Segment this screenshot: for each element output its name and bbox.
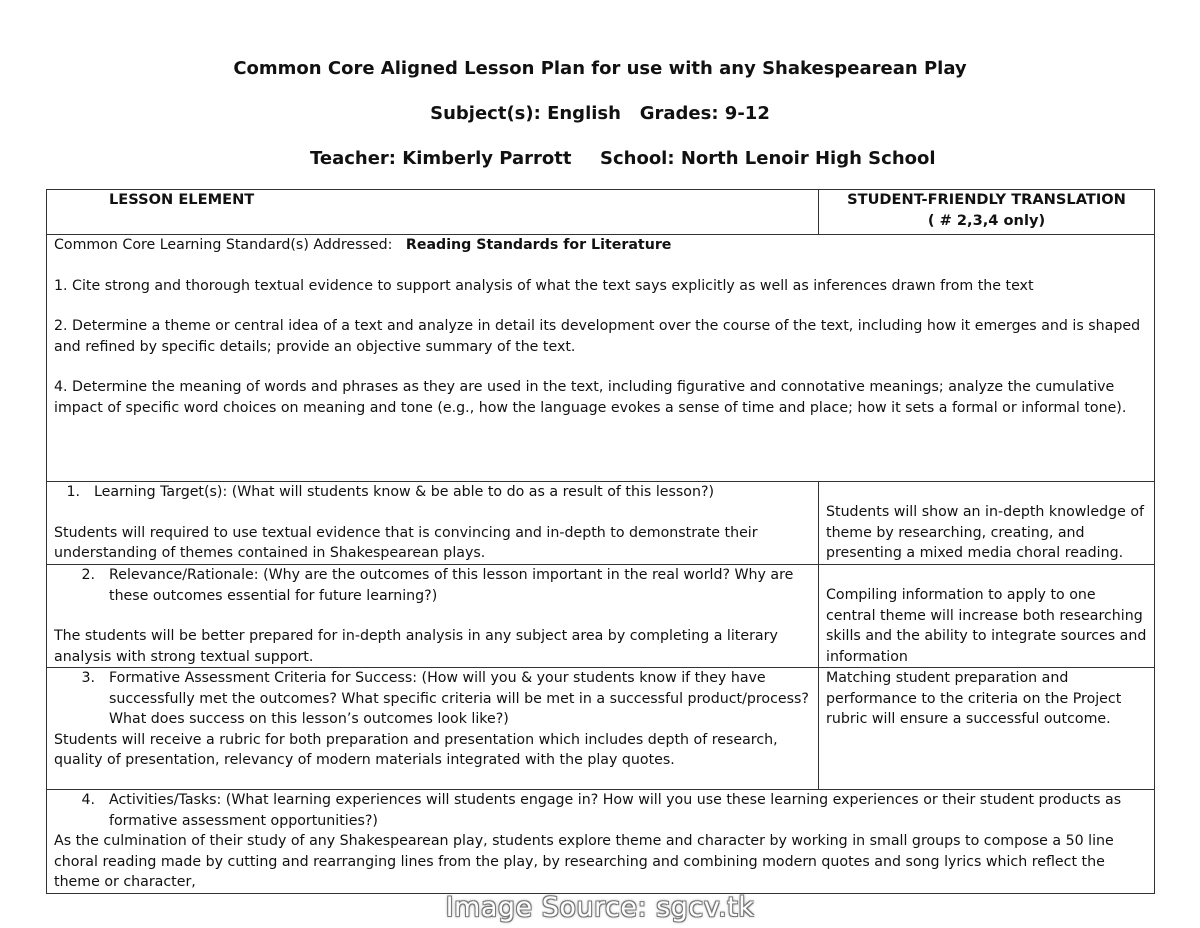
- standards-label-bold: Reading Standards for Literature: [405, 237, 672, 253]
- standard-item-4: 4. Determine the meaning of words and phrases as they are used in the text, including figurative and connotative meanings; analyze the cumulative impact of specific word choices on meaning and tone (e.g., how the language evokes a sense of time and place; how it sets a formal or informal tone).: [54, 379, 1127, 416]
- subject-grades: Subject(s): English Grades: 9-12: [430, 103, 770, 124]
- translation-header-line1: STUDENT-FRIENDLY TRANSLATION: [847, 191, 1126, 208]
- table-row: [47, 790, 1155, 894]
- table-row: [47, 482, 1155, 565]
- learning-target-cell: [47, 482, 819, 565]
- table-header-row: [47, 190, 1155, 235]
- standard-item-1: 1. Cite strong and thorough textual evidence to support analysis of what the text says explicitly as well as inferences drawn from the text: [54, 277, 1034, 294]
- row-body: Students will required to use textual evidence that is convincing and in-depth to demonstrate their understanding of themes contained in Shakespearean plays.: [54, 524, 758, 561]
- table-row: [47, 565, 1155, 668]
- table-row: [47, 668, 1155, 790]
- document-title: Common Core Aligned Lesson Plan for use with any Shakespearean Play: [233, 58, 967, 79]
- translation-text: Matching student preparation and performance to the criteria on the Project rubric will ensure a successful outcome.: [826, 670, 1122, 727]
- assessment-cell: [47, 668, 819, 790]
- row-heading: 4. Activities/Tasks: (What learning experiences will students engage in? How will you use these learning experiences or their student products as formative assessment opportunities?): [81, 792, 1122, 829]
- relevance-cell: [47, 565, 819, 668]
- standards-row: [47, 235, 1155, 482]
- row-heading: 2. Relevance/Rationale: (Why are the outcomes of this lesson important in the real world? Why are these outcomes essential for future learning?): [81, 567, 794, 604]
- translation-cell: [819, 565, 1155, 668]
- school-name: School: North Lenoir High School: [600, 148, 936, 169]
- teacher-name: Teacher: Kimberly Parrott: [310, 148, 572, 169]
- translation-cell: [819, 482, 1155, 565]
- row-heading: 1. Learning Target(s): (What will students know & be able to do as a result of this lesson?): [66, 484, 715, 500]
- lesson-element-header: LESSON ELEMENT: [47, 190, 819, 235]
- translation-text: Compiling information to apply to one central theme will increase both researching skills and the ability to integrate sources and information: [826, 587, 1147, 665]
- lesson-plan-table: [46, 189, 1155, 894]
- standards-cell: [47, 235, 1155, 482]
- standard-item-2: 2. Determine a theme or central idea of a text and analyze in detail its development over the course of the text, including how it emerges and is shaped and refined by specific details; provide an objective summary of the text.: [54, 318, 1141, 355]
- row-heading: 3. Formative Assessment Criteria for Success: (How will you & your students know if they have successfully met the outcomes? What specific criteria will be met in a successful product/process? What does success on this lesson’s outcomes look like?): [81, 670, 809, 727]
- image-source-watermark: Image Source: sgcv.tk: [445, 892, 755, 923]
- standards-label-line: [54, 235, 1147, 256]
- translation-cell: [819, 668, 1155, 790]
- activities-cell: [47, 790, 1155, 894]
- translation-header-line2: ( # 2,3,4 only): [927, 211, 1046, 229]
- translation-header: [819, 190, 1155, 235]
- row-body: As the culmination of their study of any Shakespearean play, students explore theme and character by working in small groups to compose a 50 line choral reading made by cutting and rearranging lines from the play, by researching and combining modern quotes and song lyrics which reflect the theme or character,: [54, 833, 1114, 890]
- row-body: The students will be better prepared for in-depth analysis in any subject area by completing a literary analysis with strong textual support.: [54, 628, 778, 665]
- standards-label: Common Core Learning Standard(s) Addressed:: [54, 237, 393, 253]
- translation-text: Students will show an in-depth knowledge of theme by researching, creating, and presenting a mixed media choral reading.: [826, 504, 1145, 561]
- row-body: Students will receive a rubric for both preparation and presentation which includes depth of research, quality of presentation, relevancy of modern materials integrated with the play quotes.: [54, 731, 778, 768]
